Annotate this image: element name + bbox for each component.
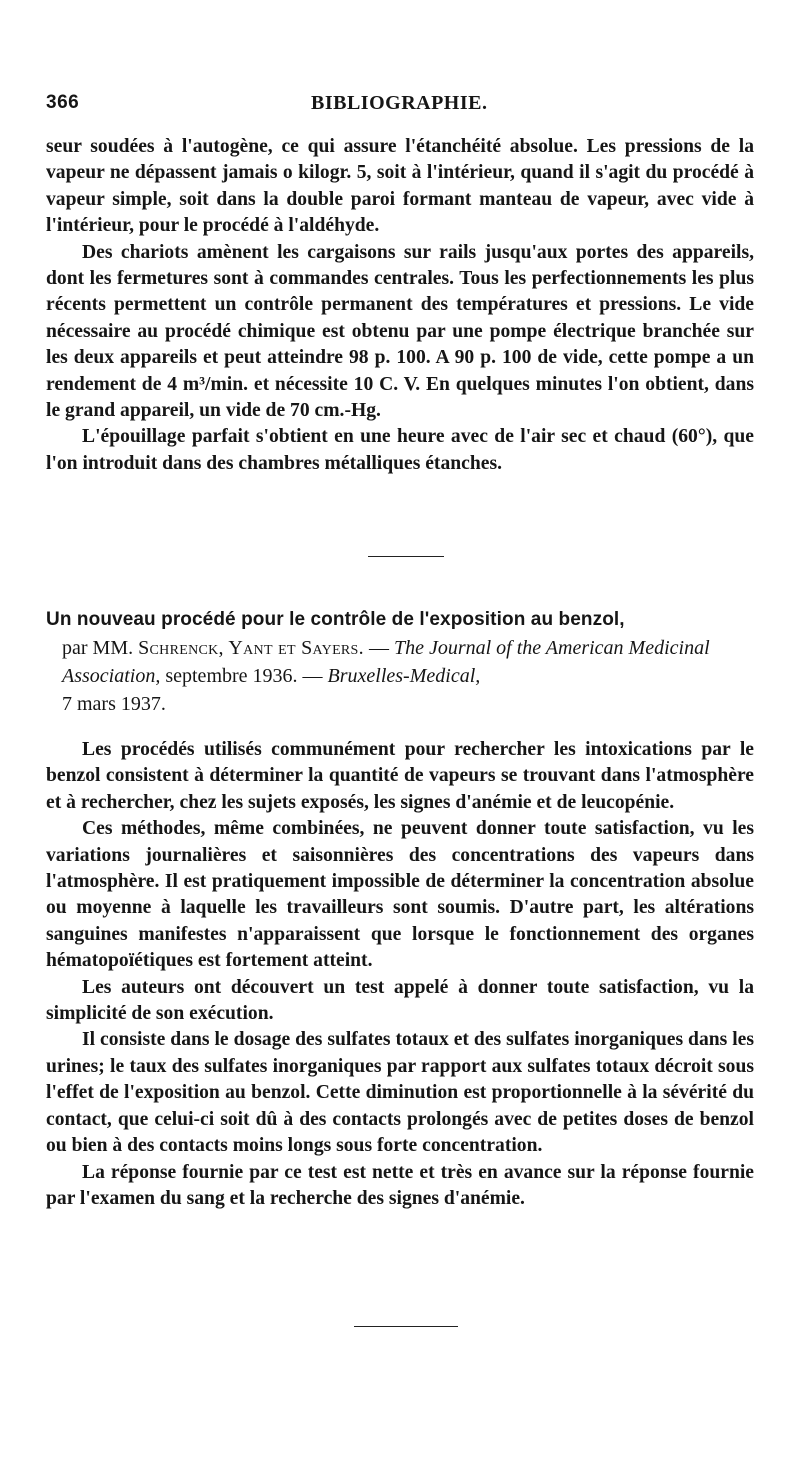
running-head: BIBLIOGRAPHIE. <box>311 92 488 114</box>
paragraph: seur soudées à l'autogène, ce qui assure l'étanchéité absolue. Les pressions de la vapeur ne dépassent jamais o kilogr. 5, soit à l'intérieur, quand il s'agit du procédé à vapeur simple, soit dans la double paroi formant manteau de vapeur, avec vide à l'intérieur, pour le procédé à l'aldéhyde. <box>46 136 754 237</box>
citation-journal-date: septembre 1936. <box>160 665 298 687</box>
page-number: 366 <box>46 92 80 113</box>
article-title: Un nouveau procédé pour le contrôle de l'exposition au benzol, <box>46 609 625 630</box>
article-body <box>46 737 754 1212</box>
section-continuation <box>46 134 754 477</box>
paragraph: Les auteurs ont découvert un test appelé à donner toute satisfaction, vu la simplicité de son exécution. <box>46 976 754 1025</box>
citation-dash: — <box>297 665 328 687</box>
citation-dash: — <box>363 637 394 659</box>
article-heading <box>46 605 754 718</box>
document-page <box>46 0 754 1468</box>
citation-journal: The Journal of the American Medicinal Association, <box>62 637 710 687</box>
citation-by: par MM. <box>62 637 134 659</box>
article-citation <box>46 634 754 718</box>
section-divider <box>368 556 444 557</box>
end-divider <box>354 1326 458 1327</box>
citation-journal-2-date: 7 mars 1937. <box>62 693 166 715</box>
paragraph: L'épouillage parfait s'obtient en une heure avec de l'air sec et chaud (60°), que l'on introduit dans des chambres métalliques étanches. <box>46 426 754 474</box>
paragraph: Des chariots amènent les cargaisons sur rails jusqu'aux portes des appareils, dont les fermetures sont à commandes centrales. Tous les perfectionnements les plus récents permettent un contrôle permanent des températures et pressions. Le vide nécessaire au procédé chimique est obtenu par une pompe électrique branchée sur les deux appareils et peut atteindre 98 p. 100. A 90 p. 100 de vide, cette pompe a un rendement de 4 m³/min. et nécessite 10 C. V. En quelques minutes l'on obtient, dans le grand appareil, un vide de 70 cm.-Hg. <box>46 241 754 422</box>
paragraph: Il consiste dans le dosage des sulfates totaux et des sulfates inorganiques dans les urines; le taux des sulfates inorganiques par rapport aux sulfates totaux décroit sous l'effet de l'exposition au benzol. Cette diminution est proportionnelle à la sévérité du contact, que celui-ci soit dû à des contacts prolongés avec de petites doses de benzol ou bien à des contacts moins longs sous forte concentration. <box>46 1029 754 1157</box>
paragraph: La réponse fournie par ce test est nette et très en avance sur la réponse fournie par l'examen du sang et la recherche des signes d'anémie. <box>46 1161 754 1209</box>
citation-journal-2: Bruxelles-Medical, <box>327 665 481 687</box>
paragraph: Ces méthodes, même combinées, ne peuvent donner toute satisfaction, vu les variations journalières et saisonnières des concentrations des vapeurs dans l'atmosphère. Il est pratiquement impossible de déterminer la concentration absolue ou moyenne à laquelle les travailleurs sont soumis. D'autre part, les altérations sanguines manifestes n'apparaissent que lorsque le fonctionnement des organes hématopoïétiques est fortement atteint. <box>46 818 754 972</box>
paragraph: Les procédés utilisés communément pour rechercher les intoxications par le benzol consistent à déterminer la quantité de vapeurs se trouvant dans l'atmosphère et à rechercher, chez les sujets exposés, les signes d'anémie et de leucopénie. <box>46 739 754 813</box>
page-header <box>46 92 754 122</box>
citation-authors: Schrenck, Yant et Sayers. <box>138 637 364 659</box>
